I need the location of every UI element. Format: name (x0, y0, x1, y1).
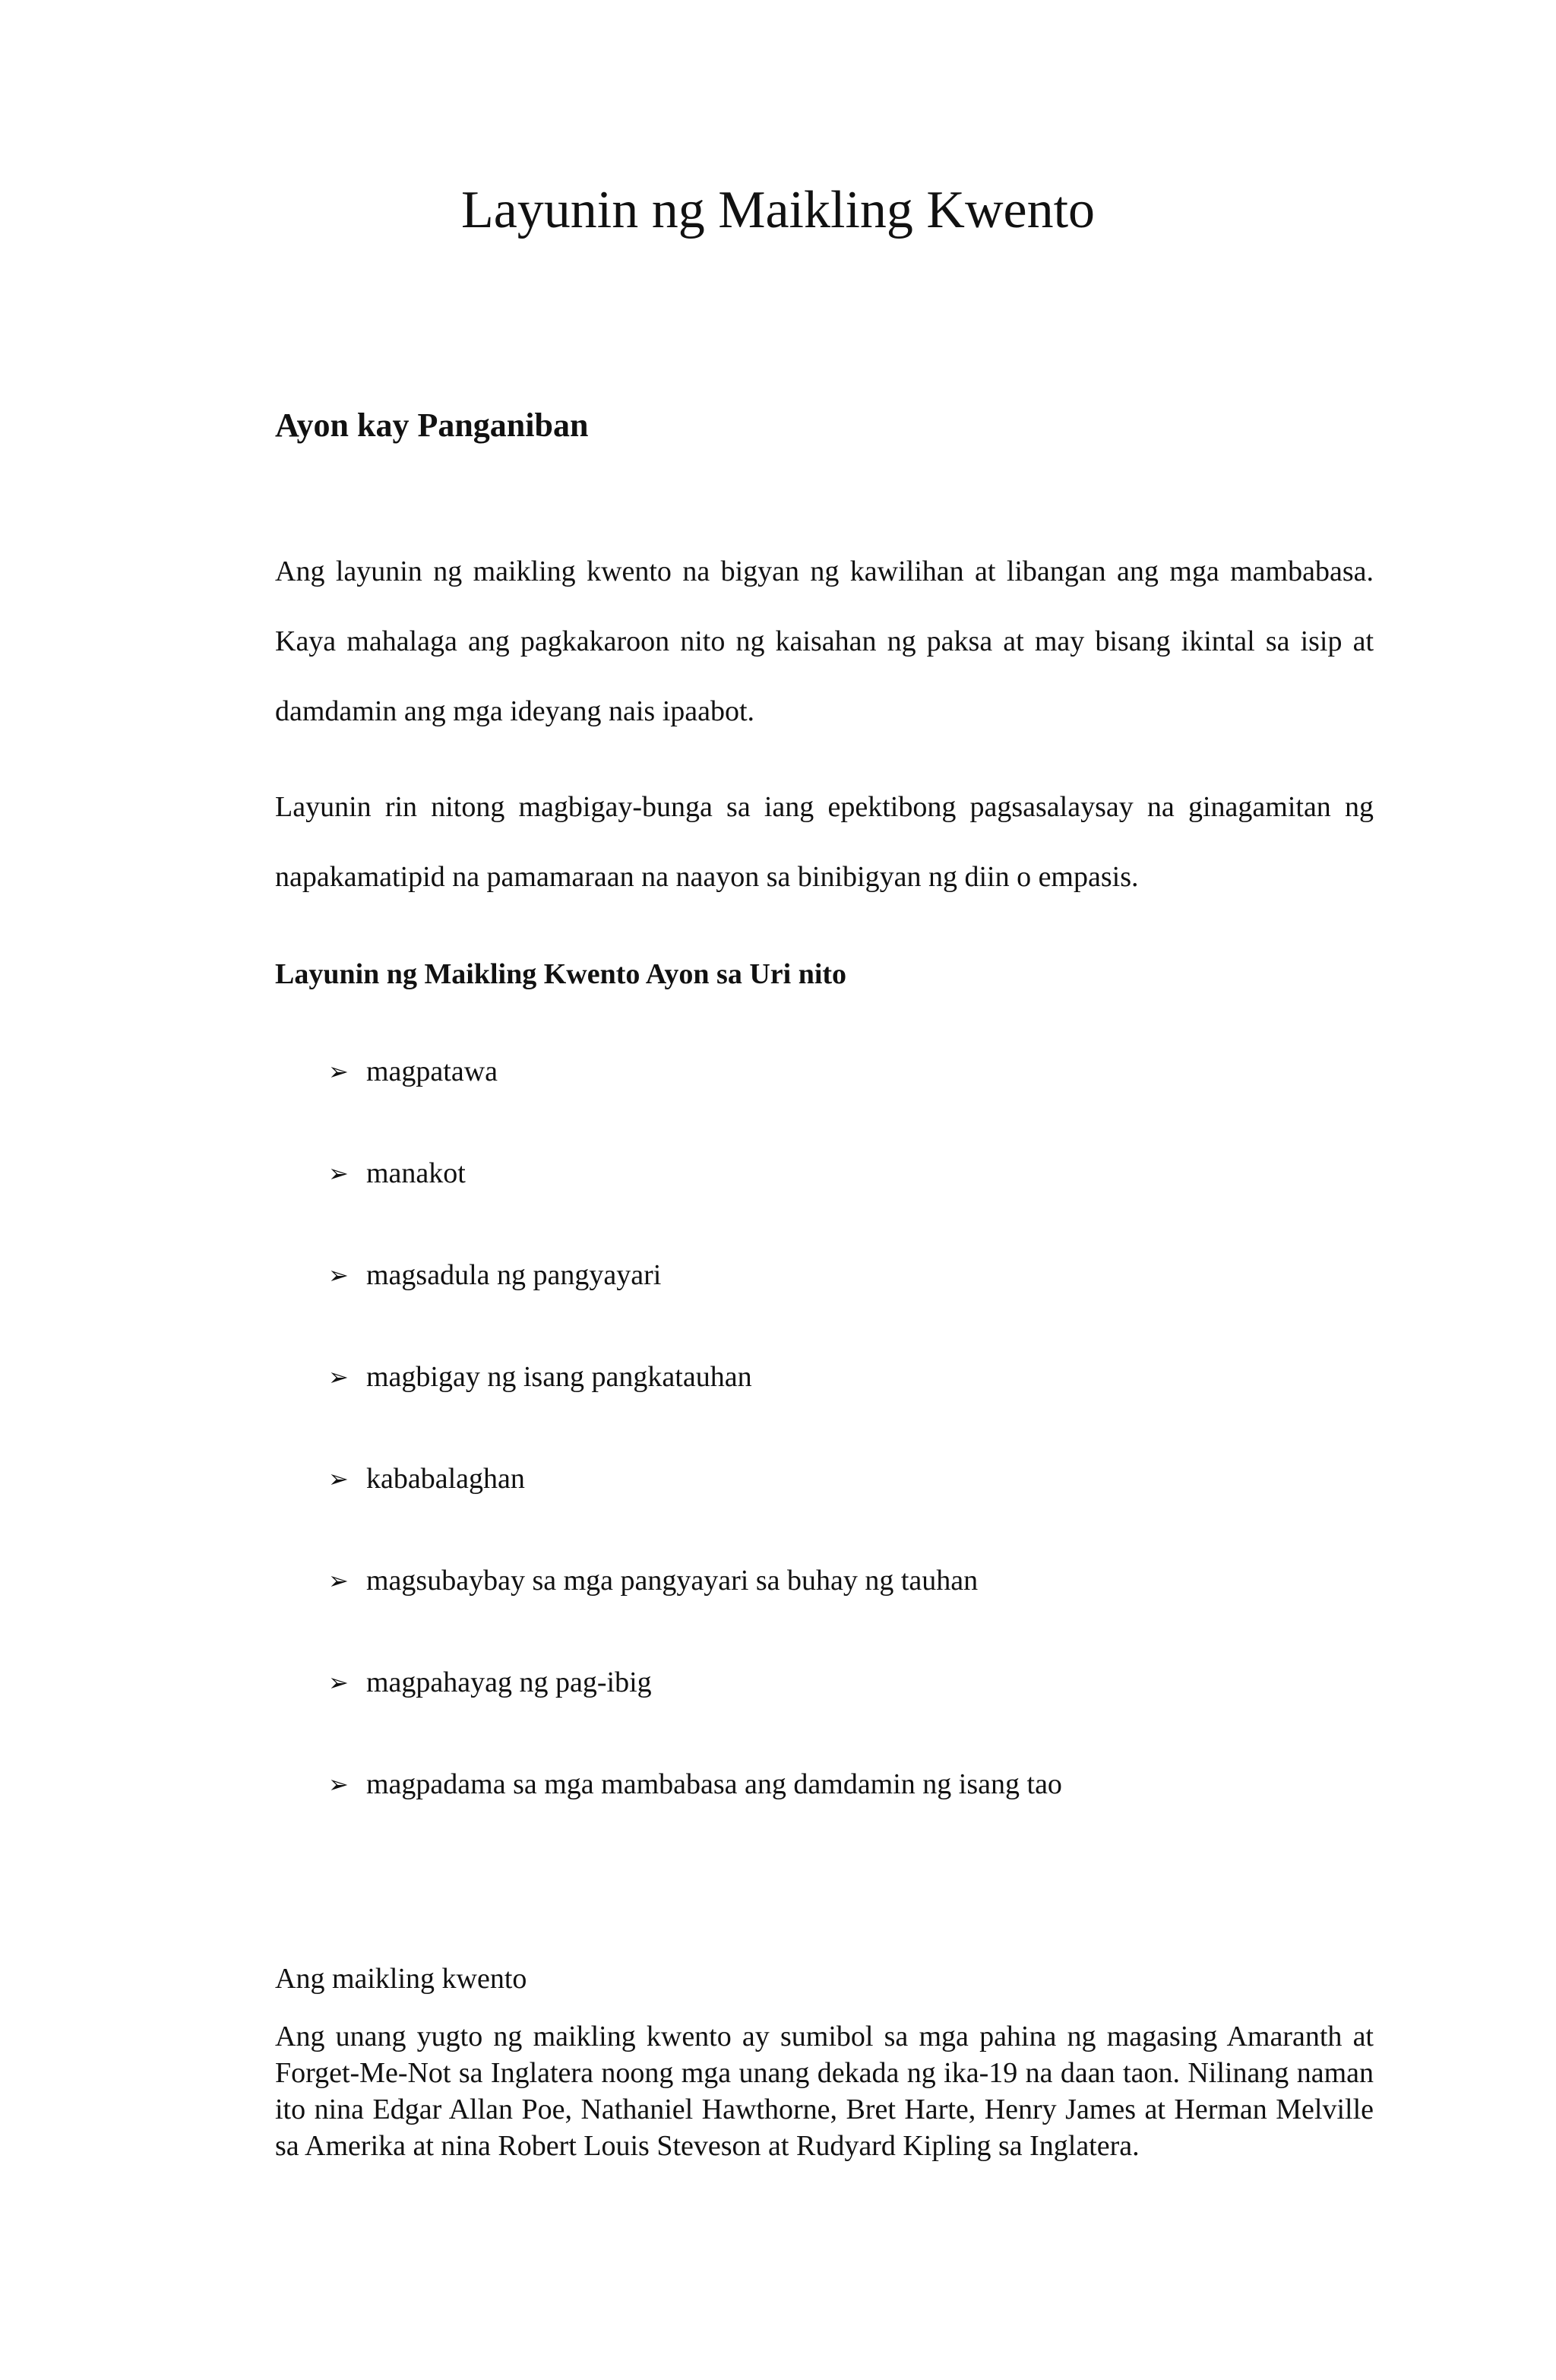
arrow-bullet-icon: ➢ (328, 1057, 349, 1086)
list-item (328, 1252, 1062, 1354)
list-item-text: magsadula ng pangyayari (366, 1259, 662, 1291)
list-item-text: magpadama sa mga mambabasa ang damdamin ng isang tao (366, 1768, 1062, 1800)
list-item (328, 1456, 1062, 1558)
arrow-bullet-icon: ➢ (328, 1770, 349, 1799)
list-item (328, 1660, 1062, 1761)
list-item (328, 1049, 1062, 1150)
arrow-bullet-icon: ➢ (328, 1362, 349, 1391)
list-item-text: kababalaghan (366, 1463, 525, 1495)
list-item-text: magbigay ng isang pangkatauhan (366, 1361, 752, 1393)
list-item-text: magpahayag ng pag-ibig (366, 1666, 652, 1698)
arrow-bullet-icon: ➢ (328, 1668, 349, 1697)
list-item (328, 1558, 1062, 1660)
list-item (328, 1761, 1062, 1863)
arrow-bullet-icon: ➢ (328, 1464, 349, 1493)
arrow-bullet-icon: ➢ (328, 1261, 349, 1290)
plain-heading: Ang maikling kwento (275, 1963, 527, 1995)
list-item (328, 1150, 1062, 1252)
bullet-list (328, 1049, 1062, 1863)
arrow-bullet-icon: ➢ (328, 1159, 349, 1188)
paragraph-2: Layunin rin nitong magbigay-bunga sa iang epektibong pagsasalaysay na ginagamitan ng napakamatipid na pamamaraan na naayon sa binibigyan ng diin o empasis. (275, 791, 1374, 893)
list-item (328, 1354, 1062, 1456)
paragraph-3: Ang unang yugto ng maikling kwento ay sumibol sa mga pahina ng magasing Amaranth at Forget-Me-Not sa Inglatera noong mga unang dekada ng ika-19 na daan taon. Nilinang naman ito nina Edgar Allan Poe, Nathaniel Hawthorne, Bret Harte, Henry James at Herman Melville sa Amerika at nina Robert Louis Steveson at Rudyard Kipling sa Inglatera. (275, 2021, 1374, 2162)
section-heading: Ayon kay Panganiban (275, 407, 589, 444)
list-item-text: manakot (366, 1157, 466, 1189)
paragraph-1: Ang layunin ng maikling kwento na bigyan ng kawilihan at libangan ang mga mambabasa. Kaya mahalaga ang pagkakaroon nito ng kaisahan ng paksa at may bisang ikintal sa isip at damdamin ang mga ideyang nais ipaabot. (275, 555, 1374, 727)
list-item-text: magpatawa (366, 1055, 498, 1087)
sub-heading: Layunin ng Maikling Kwento Ayon sa Uri nito (275, 958, 847, 990)
arrow-bullet-icon: ➢ (328, 1566, 349, 1595)
list-item-text: magsubaybay sa mga pangyayari sa buhay ng tauhan (366, 1565, 979, 1597)
page-title: Layunin ng Maikling Kwento (460, 181, 1096, 239)
